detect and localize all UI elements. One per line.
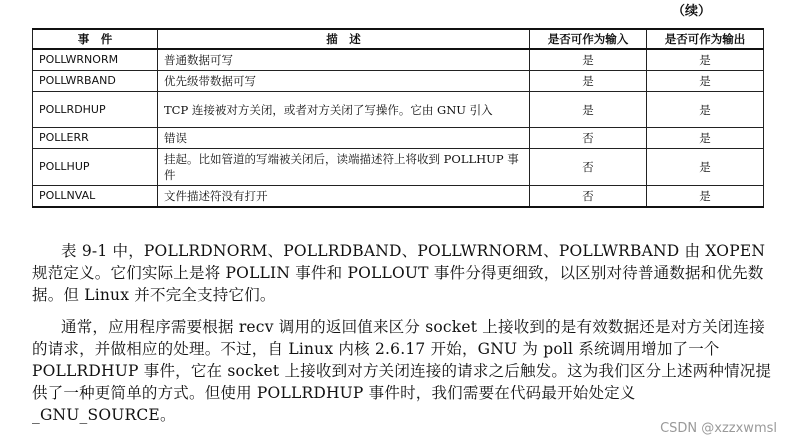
paragraph-text: 通常，应用程序需要根据 recv 调用的返回值来区分 socket 上接收到的是有效数据还是对方关闭连接的请求，并做相应的处理。不过，自 Linux 内核 2.6.17 开始，GNU 为 poll 系统调用增加了一个 POLLRDHUP 事件，它在 socket 上接收到对方关闭连接的请求之后触发。这为我们区分上述两种情况提供了一种更简单的方式。但使用 POLLRDHUP 事件时，我们需要在代码最开始处定义 _GNU_SOURCE。 <box>32 318 772 424</box>
table-row <box>33 186 764 208</box>
event-input: 是 <box>530 71 647 92</box>
paragraph-text: 表 9-1 中，POLLRDNORM、POLLRDBAND、POLLWRNORM、POLLWRBAND 由 XOPEN 规范定义。它们实际上是将 POLLIN 事件和 POLLOUT 事件分得更细致，以区别对待普通数据和优先数据。但 Linux 并不完全支持它们。 <box>32 242 766 304</box>
header-description: 描 述 <box>158 29 530 49</box>
paragraph <box>32 316 772 426</box>
event-description: 挂起。比如管道的写端被关闭后，读端描述符上将收到 POLLHUP 事件 <box>158 149 530 186</box>
event-description: 文件描述符没有打开 <box>158 186 530 208</box>
event-output: 是 <box>647 49 764 71</box>
event-description: 错误 <box>158 128 530 149</box>
table-row <box>33 149 764 186</box>
event-name: POLLERR <box>33 128 158 149</box>
event-output: 是 <box>647 92 764 128</box>
event-name: POLLWRBAND <box>33 71 158 92</box>
header-as-input: 是否可作为输入 <box>530 29 647 49</box>
table-header-row <box>33 29 764 49</box>
table-row <box>33 49 764 71</box>
table-row <box>33 92 764 128</box>
event-output: 是 <box>647 186 764 208</box>
event-output: 是 <box>647 71 764 92</box>
event-input: 否 <box>530 186 647 208</box>
event-name: POLLNVAL <box>33 186 158 208</box>
header-as-output: 是否可作为输出 <box>647 29 764 49</box>
event-name: POLLRDHUP <box>33 92 158 128</box>
event-description: TCP 连接被对方关闭，或者对方关闭了写操作。它由 GNU 引入 <box>158 92 530 128</box>
event-input: 是 <box>530 49 647 71</box>
event-description: 优先级带数据可写 <box>158 71 530 92</box>
table-row <box>33 71 764 92</box>
continued-label: （续） <box>671 4 711 19</box>
event-name: POLLWRNORM <box>33 49 158 71</box>
event-input: 是 <box>530 92 647 128</box>
event-output: 是 <box>647 149 764 186</box>
table-row <box>33 128 764 149</box>
event-output: 是 <box>647 128 764 149</box>
event-name: POLLHUP <box>33 149 158 186</box>
poll-events-table <box>32 28 764 208</box>
event-description: 普通数据可写 <box>158 49 530 71</box>
event-input: 否 <box>530 128 647 149</box>
paragraph <box>32 240 772 306</box>
header-event: 事 件 <box>33 29 158 49</box>
event-input: 否 <box>530 149 647 186</box>
watermark: CSDN @xzzxwmsl <box>660 421 777 436</box>
